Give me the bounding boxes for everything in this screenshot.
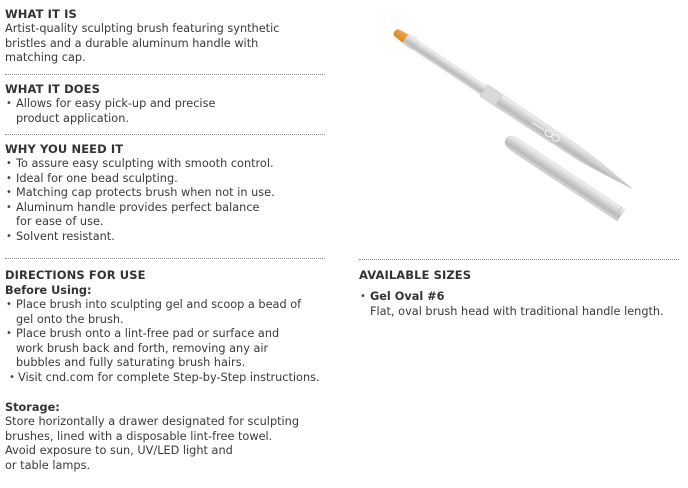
storage-text	[5, 415, 330, 473]
what-it-is-section	[5, 7, 330, 66]
list-item-line: • Place brush onto a lint-free pad or surface and	[16, 327, 280, 340]
what-it-is-heading: WHAT IT IS	[5, 7, 77, 21]
size-name: • Gel Oval #6	[370, 290, 445, 303]
directions-section	[5, 268, 330, 473]
size-description: Flat, oval brush head with traditional handle length.	[370, 304, 664, 318]
available-sizes-heading: AVAILABLE SIZES	[359, 268, 472, 282]
what-it-is-text	[5, 22, 330, 66]
list-item-line: • Allows for easy pick-up and precise	[16, 97, 216, 110]
list-item-line: • Ideal for one bead sculpting.	[16, 171, 178, 185]
directions-heading: DIRECTIONS FOR USE	[5, 268, 146, 282]
list-item-line: work brush back and forth, removing any air	[16, 341, 269, 355]
section-divider	[5, 134, 325, 135]
storage-label: Storage:	[5, 401, 60, 414]
why-you-need-it-list	[5, 157, 330, 244]
list-item-line: • Aluminum handle provides perfect balance	[16, 200, 260, 214]
list-item-line: gel onto the brush.	[16, 312, 124, 326]
list-item-line: • Visit cnd.com for complete Step-by-Step instructions.	[18, 370, 320, 384]
list-item-line: • Solvent resistant.	[16, 229, 115, 243]
what-it-is-line: matching cap.	[5, 51, 86, 64]
what-it-does-heading: WHAT IT DOES	[5, 82, 100, 96]
section-divider	[5, 258, 325, 259]
storage-line: brushes, lined with a disposable lint-free towel.	[5, 429, 273, 443]
why-you-need-it-heading: WHY YOU NEED IT	[5, 142, 124, 156]
storage-line: or table lamps.	[5, 458, 91, 472]
section-divider	[359, 259, 679, 260]
list-item	[5, 172, 330, 187]
what-it-is-line: Artist-quality sculpting brush featuring synthetic	[5, 22, 280, 35]
section-divider	[5, 74, 325, 75]
product-image	[360, 0, 680, 245]
sizes-list	[359, 290, 684, 319]
list-item-line: bubbles and fully saturating brush hairs.	[16, 356, 246, 369]
list-item	[5, 186, 330, 201]
list-item-line: • To assure easy sculpting with smooth control.	[16, 157, 274, 170]
list-item	[5, 371, 330, 386]
list-item	[5, 97, 330, 126]
size-item	[359, 290, 684, 319]
storage-line: Avoid exposure to sun, UV/LED light and	[5, 444, 233, 457]
storage-line: Store horizontally a drawer designated for sculpting	[5, 415, 300, 428]
available-sizes-section	[359, 268, 684, 319]
list-item	[5, 230, 330, 245]
before-using-list	[5, 298, 330, 385]
list-item-line: • Matching cap protects brush when not in use.	[16, 186, 275, 199]
list-item	[5, 157, 330, 172]
list-item-line: for ease of use.	[16, 215, 104, 228]
before-using-label: Before Using:	[5, 284, 92, 297]
list-item	[5, 327, 330, 371]
list-item	[5, 298, 330, 327]
list-item-line: • Place brush into sculpting gel and scoop a bead of	[16, 298, 302, 311]
why-you-need-it-section	[5, 142, 330, 244]
what-it-does-list	[5, 97, 330, 126]
brush-illustration-icon	[360, 0, 680, 245]
list-item-line: product application.	[16, 111, 129, 125]
list-item	[5, 201, 330, 230]
what-it-is-line: bristles and a durable aluminum handle with	[5, 36, 259, 50]
what-it-does-section	[5, 82, 330, 126]
